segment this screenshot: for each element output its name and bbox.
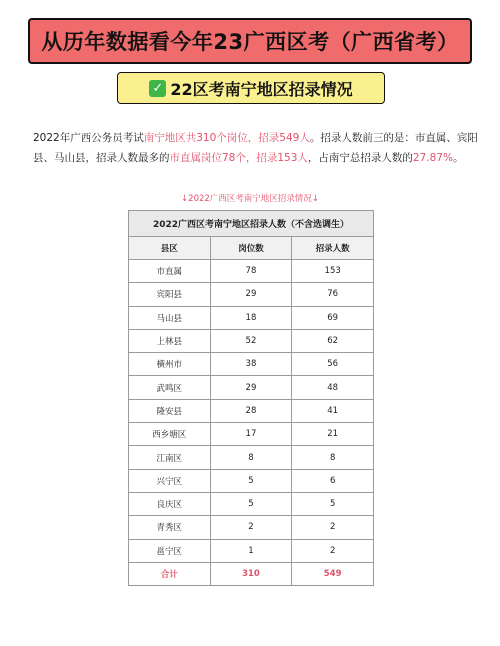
para-highlight-3: 27.87% [412, 152, 453, 164]
table-total-row [129, 562, 374, 585]
table-row [129, 446, 374, 469]
total-posts: 310 [210, 562, 292, 585]
total-label: 合计 [129, 562, 211, 585]
para-text-4: 。 [452, 152, 464, 164]
cell-posts: 29 [210, 376, 292, 399]
table-row [129, 423, 374, 446]
cell-posts: 8 [210, 446, 292, 469]
table-title: 2022广西区考南宁地区招录人数（不含选调生） [129, 211, 374, 237]
subtitle-box [117, 72, 385, 104]
cell-posts: 18 [210, 306, 292, 329]
header-hired: 招录人数 [292, 237, 374, 260]
para-text-2: 。招录人数前三的是：市直属、宾阳县、马山县，招录人数最多的 [33, 132, 478, 164]
recruitment-table [128, 210, 374, 586]
para-highlight-2: 市直属岗位78个，招录153人 [169, 152, 308, 164]
table-row [129, 376, 374, 399]
cell-hired: 6 [292, 469, 374, 492]
cell-hired: 2 [292, 516, 374, 539]
cell-posts: 78 [210, 260, 292, 283]
cell-county: 邕宁区 [129, 539, 211, 562]
cell-county: 隆安县 [129, 399, 211, 422]
table-row [129, 260, 374, 283]
table-row [129, 469, 374, 492]
cell-county: 武鸣区 [129, 376, 211, 399]
cell-hired: 5 [292, 492, 374, 515]
table-row [129, 492, 374, 515]
cell-posts: 2 [210, 516, 292, 539]
cell-hired: 48 [292, 376, 374, 399]
cell-county: 兴宁区 [129, 469, 211, 492]
para-text-1: 2022年广西公务员考试 [33, 132, 144, 144]
cell-posts: 28 [210, 399, 292, 422]
cell-county: 市直属 [129, 260, 211, 283]
cell-posts: 52 [210, 329, 292, 352]
cell-posts: 5 [210, 469, 292, 492]
table-row [129, 329, 374, 352]
cell-posts: 38 [210, 353, 292, 376]
cell-posts: 17 [210, 423, 292, 446]
header-posts: 岗位数 [210, 237, 292, 260]
cell-hired: 41 [292, 399, 374, 422]
cell-county: 马山县 [129, 306, 211, 329]
cell-hired: 76 [292, 283, 374, 306]
cell-posts: 1 [210, 539, 292, 562]
subtitle-text: 22区考南宁地区招录情况 [170, 79, 353, 99]
title-banner [28, 18, 472, 64]
cell-hired: 2 [292, 539, 374, 562]
header-county: 县区 [129, 237, 211, 260]
table-row [129, 283, 374, 306]
cell-county: 江南区 [129, 446, 211, 469]
cell-hired: 153 [292, 260, 374, 283]
cell-county: 宾阳县 [129, 283, 211, 306]
page-title: 从历年数据看今年23广西区考（广西省考） [41, 30, 459, 54]
table-row [129, 306, 374, 329]
table-row [129, 399, 374, 422]
cell-hired: 62 [292, 329, 374, 352]
summary-paragraph [33, 128, 478, 168]
cell-hired: 56 [292, 353, 374, 376]
table-caption: ↓2022广西区考南宁地区招录情况↓ [181, 194, 319, 204]
cell-county: 上林县 [129, 329, 211, 352]
cell-hired: 8 [292, 446, 374, 469]
para-highlight-1: 南宁地区共310个岗位，招录549人 [143, 132, 310, 144]
total-hired: 549 [292, 562, 374, 585]
cell-posts: 5 [210, 492, 292, 515]
check-mark-icon: ✓ [149, 80, 166, 97]
para-text-3: ，占南宁总招录人数的 [307, 152, 413, 164]
cell-hired: 21 [292, 423, 374, 446]
cell-county: 西乡塘区 [129, 423, 211, 446]
table-row [129, 353, 374, 376]
cell-hired: 69 [292, 306, 374, 329]
cell-county: 良庆区 [129, 492, 211, 515]
cell-county: 青秀区 [129, 516, 211, 539]
cell-posts: 29 [210, 283, 292, 306]
cell-county: 横州市 [129, 353, 211, 376]
table-row [129, 516, 374, 539]
table-row [129, 539, 374, 562]
